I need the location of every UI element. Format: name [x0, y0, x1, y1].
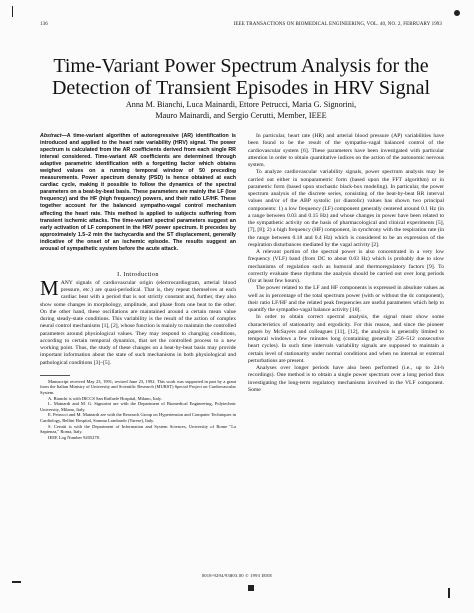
journal-citation: IEEE TRANSACTIONS ON BIOMEDICAL ENGINEERING, VOL. 40, NO. 2, FEBRUARY 1993	[233, 22, 442, 27]
footnote: L. Mainardi and M. G. Signorini are with the Department of Biomedical Engineering, Polytechnic University, Milano, Italy.	[40, 401, 236, 412]
intro-text: ANY signals of cardiovascular origin (electrocardiogram, arterial blood pressure, etc.) are quasi-periodical. That is, they repeat themselves at each cardiac beat with a period that is not strictly constant and, further, they also show some changes in morphology, amplitude, and phase from one beat to the other. On the other hand, these oscillations are maintained around a certain mean value during steady-state conditions. This variability is the result of the action of complex neural control mechanisms [1], [2], whose function is mainly to maintain the controlled parameters around physiological values. They may respond to changing conditions, according to certain temporal dynamics, that set the controlled process to a new working point. Thus, the study of these changes on a beat-by-beat basis may provide important information about the state of such mechanisms in both physiological and pathological conditions [3]–[5].	[40, 279, 236, 366]
abstract-lead: Abstract—	[40, 133, 67, 139]
registration-mark	[12, 581, 21, 583]
body-paragraph: In particular, heart rate (HR) and arterial blood pressure (AP) variabilities have been found to be the result of the sympatho-vagal balanced control of the cardiovascular system [6]. These parameters have been investigated with particular attention in order to obtain quantitative indices on the action of the autonomic nervous system.	[248, 133, 444, 168]
abstract-text: A time-variant algorithm of autoregressive (AR) identification is introduced and applied to the heart rate variability (HRV) signal. The power spectrum is calculated from the AR coefficients derived from each single RR interval considered. Time-variant AR coefficients are determined through adaptive parametric identification with a forgetting factor which obtains weighed values on a running temporal window of 50 preceding measurements. Power spectrum density (PSD) is hence obtained at each cardiac cycle, making it possible to follow the dynamics of the spectral parameters on a beat-by-beat basis. These parameters are mainly the LF (low frequency) and the HF (high frequency) powers, and their ratio LF/HF. These together account for the balanced sympatho-vagal control mechanism affecting the heart rate. This method is applied to subjects suffering from transient ischemic attacks. The time-variant spectral parameters suggest an early activation of LF component in the HRV power spectrum. It precedes by approximately 1.5–2 min the tachycardia and the ST displacement, generally indicative of the onset of an ischemic episode. The results suggest an arousal of sympathetic system before the acute attack.	[40, 133, 236, 252]
body-paragraph: To analyze cardiovascular variability signals, power spectrum analysis may be carried out either in nonparametric form (based upon the FFT algorithm) or in parametric form (based upon stochastic black-box modeling). In particular, the power spectrum analysis of the discrete series, consisting of the beat-by-beat RR interval values and/or of the ABP systolic (or diastolic) values has shown two principal components: 1) a low frequency (LF) component generally centered around 0.1 Hz (in a range between 0.03 and 0.15 Hz) and whose changes in power have been related to the sympathetic activity on the basis of pharmacological and clinical experiments [5], [7], [8]; 2) a high frequency (HF) component, in synchrony with the respiration rate (in the range between 0.18 and 0.4 Hz) which is considered to be an expression of the respiration disturbances mediated by the vagal activity [2].	[248, 169, 444, 248]
running-head	[40, 22, 442, 32]
title-line: Detection of Transient Episodes in HRV Signal	[51, 77, 431, 99]
author-line: Anna M. Bianchi, Luca Mainardi, Ettore Petrucci, Maria G. Signorini,	[125, 100, 357, 109]
page-number: 136	[40, 22, 48, 27]
registration-mark	[454, 10, 460, 16]
right-column	[248, 133, 444, 394]
footnote: A. Bianchi is with IRCCS San Raffaele Hospital, Milano, Italy.	[48, 395, 162, 401]
section-heading: I. Introduction	[117, 270, 159, 278]
body-paragraph: In order to obtain correct spectral analysis, the signal must show some characteristics of stationarity and ergodicity. For this reason, and since the pioneer papers by McSayers and colleagues [11], [12], the analysis is generally limited to temporal windows a few minutes long (containing generally 256–512 consecutive heart cycles). In such time intervals variability signals are supposed to maintain a certain level of stationarity under normal conditions and when no internal or external perturbations are present.	[248, 314, 444, 364]
footnote: IEEE Log Number 9205278.	[48, 434, 100, 440]
intro-paragraph	[40, 275, 236, 367]
abstract	[40, 133, 236, 253]
footnote: S. Cerutti is with the Department of Information and System Sciences, University of Rome "La Sapienza," Roma, Italy.	[40, 423, 236, 435]
footnote-block	[40, 379, 236, 441]
author-list	[40, 99, 442, 121]
registration-mark	[448, 588, 450, 598]
body-paragraph: A relevant portion of the spectral power is also concentrated in a very low frequency (VLF) band (from DC to about 0.03 Hz) which is probably due to slow mechanisms of regulation such as humoral and thermoregulatory factors [9]. To correctly evaluate these rhythms the analysis should be carried out over long periods (for at least few hours).	[248, 249, 444, 284]
copyright-line: 0018-9294/93$03.00 © 1993 IEEE	[201, 573, 273, 578]
body-paragraph: The power related to the LF and HF components is expressed in absolute values as well as in percentage of the total spectrum power (with or without the dc component), their ratio LF/HF and the related peak frequencies are useful parameters which help to quantify the sympatho-vagal balance activity [10].	[248, 285, 444, 313]
paper-title	[40, 55, 442, 99]
author-line: Mauro Mainardi, and Sergio Cerutti, Member, IEEE	[155, 111, 327, 120]
footnote: E. Petrucci and M. Mainardi are with the Research Group on Hypertension and Computer Techniques in Cardiology, Bellini Hospital, Somma Lombardo (Varese), Italy.	[40, 412, 236, 423]
left-column	[40, 133, 236, 440]
drop-cap: M	[40, 275, 59, 300]
footnote: Manuscript received May 23, 1991; revised June 23, 1992. This work was supported in part by a grant from the Italian Ministry of University and Scientific Research (MURST) Special Project on Cardiovascular System.	[40, 378, 236, 395]
registration-mark	[248, 585, 254, 591]
body-paragraph: Analyses over longer periods have also been performed (i.e., up to 24-h recordings). One method is to obtain a single power spectrum over a long period thus investigating the long-term regulatory mechanisms involved in the VLF component. Some	[248, 365, 444, 393]
footnote-divider	[40, 375, 70, 376]
registration-mark	[12, 6, 13, 17]
title-line: Time-Variant Power Spectrum Analysis for the	[53, 55, 429, 77]
